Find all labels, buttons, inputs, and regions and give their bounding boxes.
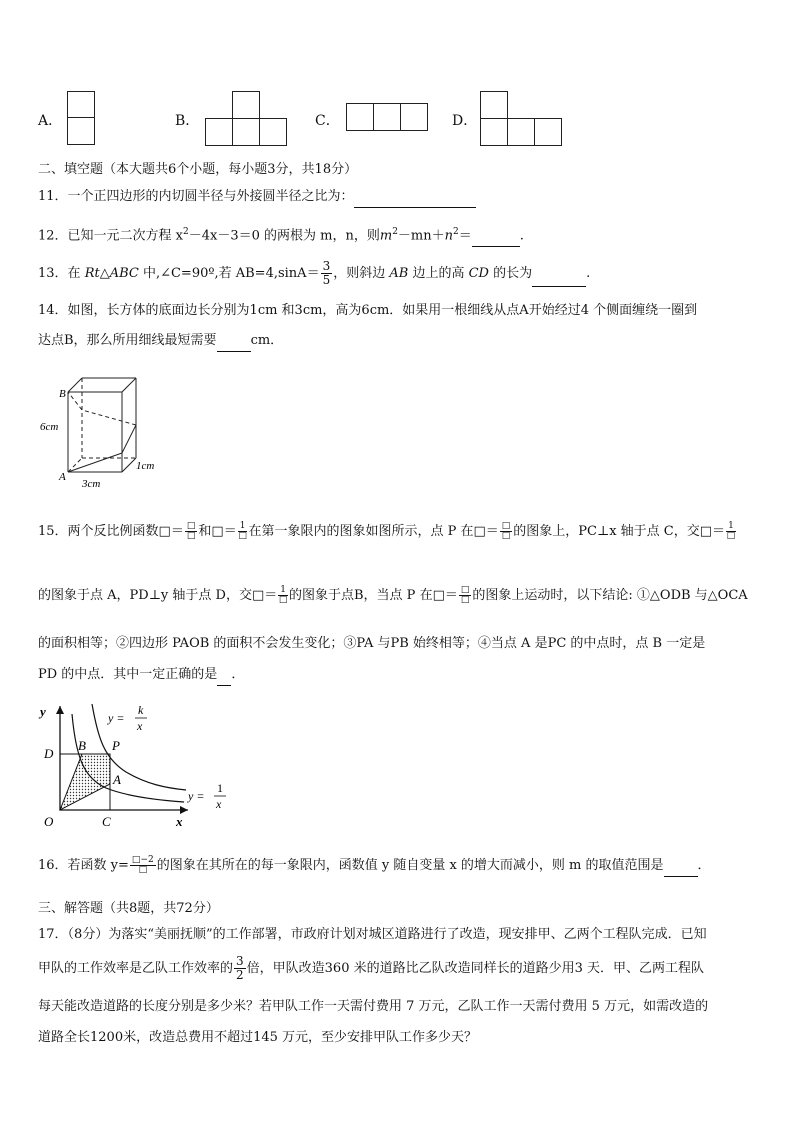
- q15-l1b: ＝: [170, 524, 184, 539]
- q15-one: 1: [239, 521, 246, 531]
- option-c-figure: [346, 103, 428, 131]
- curve-k-label: y =: [108, 711, 125, 725]
- q15-l1h: ＝: [712, 524, 726, 539]
- q15-l4b: ．: [231, 667, 245, 682]
- q17-line3: 每天能改造道路的长度分别是多少米？若甲队工作一天需付费用 7 万元，乙队工作一天需付费用 5 万元，如需改造的: [38, 999, 709, 1014]
- axis-y-label: y: [40, 704, 46, 719]
- q12-mid2: －mn＋: [397, 228, 445, 244]
- answer-blank: [472, 232, 520, 247]
- q15-l1g: 的图象上，PC⊥x 轴于点 C，交: [513, 524, 700, 539]
- q13-frac-num: 3: [322, 259, 331, 273]
- q17-frac-num: 3: [236, 954, 244, 968]
- q13-mid3: 边上的高: [408, 266, 469, 281]
- q16-c: ．: [697, 858, 711, 873]
- q17-l2a: 甲队的工作效率是乙队工作效率的: [38, 961, 234, 976]
- placeholder-glyph: □: [251, 588, 265, 603]
- q15-l1f: ＝: [485, 524, 499, 539]
- answer-blank: [354, 193, 476, 208]
- q11-text: 11．一个正四边形的内切圆半径与外接圆半径之比为：: [38, 189, 354, 204]
- curve-k-num: k: [138, 703, 144, 717]
- option-d-figure: [480, 91, 562, 146]
- placeholder-glyph: □: [211, 524, 224, 539]
- axis-x-label: x: [176, 814, 183, 829]
- q15-l2b: ＝: [264, 588, 278, 603]
- q15-one: 1: [280, 585, 286, 595]
- q14-line2b: cm．: [250, 333, 284, 348]
- placeholder-glyph: □: [238, 531, 247, 541]
- option-b-figure: [205, 91, 287, 146]
- answer-blank: [664, 862, 698, 877]
- curve-1-den: x: [216, 797, 222, 811]
- option-d-label: D．: [452, 113, 478, 129]
- q15-l1a: 15．两个反比例函数: [38, 524, 159, 539]
- q13-ab: AB: [389, 266, 409, 281]
- question-16: [38, 855, 711, 877]
- q16-a: 16．若函数 y=: [38, 858, 129, 873]
- q17-frac-den: 2: [236, 968, 244, 982]
- q12-n: n: [444, 228, 453, 244]
- question-13: [38, 260, 590, 287]
- answer-blank: [217, 337, 251, 352]
- label-o: O: [44, 814, 54, 829]
- placeholder-glyph: □: [473, 524, 486, 539]
- option-c-label: C．: [315, 113, 340, 129]
- q13-mid: 中,∠C=90º,若 AB=4,sinA＝: [138, 266, 320, 281]
- curve-1-num: 1: [217, 781, 223, 795]
- option-a-label: A．: [38, 113, 63, 129]
- q15-l2e: 的图象上运动时，以下结论: ①△ODB 与△OCA: [472, 588, 748, 603]
- question-11: [38, 186, 476, 208]
- q15-line1: [38, 521, 737, 543]
- placeholder-glyph: □: [501, 531, 511, 541]
- q16-b: 的图象在其所在的每一象限内，函数值 y 随自变量 x 的增大而减小，则 m 的取值范围是: [156, 858, 664, 873]
- label-a: A: [113, 772, 121, 787]
- placeholder-glyph: □: [131, 855, 141, 865]
- q17-line4: 道路全长1200米，改造总费用不超过145 万元，至少安排甲队工作多少天？: [38, 1030, 478, 1045]
- curve-k-den: x: [137, 719, 143, 733]
- label-height: 6cm: [40, 421, 59, 433]
- q17-l2b: 倍，甲队改造360 米的道路比乙队改造同样长的道路少用3 天．甲、乙两工程队: [246, 961, 705, 976]
- option-a-figure: [67, 91, 95, 145]
- label-a: A: [59, 471, 66, 483]
- placeholder-glyph: □: [460, 585, 470, 595]
- q13-end2: .: [586, 266, 591, 281]
- q15-l2d: ＝: [444, 588, 458, 603]
- label-d: D: [44, 746, 54, 761]
- q14-line2: [38, 330, 283, 352]
- q15-l4a: PD 的中点．其中一定正确的是: [38, 667, 218, 682]
- placeholder-glyph: □: [158, 524, 171, 539]
- option-b-label: B．: [175, 113, 200, 129]
- label-p: P: [112, 738, 120, 753]
- curve-1-label: y =: [188, 789, 205, 803]
- q16-num-tail: −2: [140, 855, 154, 865]
- placeholder-glyph: □: [726, 531, 736, 541]
- q15-line4: [38, 664, 244, 686]
- label-width: 3cm: [82, 478, 101, 490]
- q15-l2a: 的图象于点 A，PD⊥y 轴于点 D，交: [38, 588, 252, 603]
- answer-blank: [217, 671, 231, 686]
- q17-line2: [38, 955, 704, 982]
- q15-one: 1: [728, 521, 734, 531]
- q12-prefix: 12．已知一元二次方程 x: [38, 228, 184, 244]
- answer-blank: [532, 272, 586, 287]
- placeholder-glyph: □: [278, 595, 288, 605]
- label-depth: 1cm: [136, 460, 155, 472]
- q12-mid: －4x－3＝0 的两根为 m，n，则: [188, 228, 380, 244]
- placeholder-glyph: □: [186, 531, 196, 541]
- q15-l1e: 在第一象限内的图象如图所示，点 P 在: [248, 524, 474, 539]
- q13-end: 的长为: [488, 266, 533, 281]
- placeholder-glyph: □: [432, 588, 445, 603]
- placeholder-glyph: □: [138, 865, 148, 875]
- hyperbola-figure: [36, 698, 236, 832]
- q15-l1c: 和: [198, 524, 212, 539]
- q13-mid2: ，则斜边: [333, 266, 390, 281]
- label-b: B: [59, 388, 66, 400]
- q17-line1: 17．（8分）为落实“美丽抚顺”的工作部署，市政府计划对城区道路进行了改造，现安排甲、乙两个工程队完成．已知: [38, 927, 707, 942]
- q15-line3: 的面积相等；②四边形 PAOB 的面积不会发生变化；③PA 与PB 始终相等；④当点 A 是PC 的中点时，点 B 一定是: [38, 636, 706, 651]
- q13-frac-den: 5: [322, 273, 331, 287]
- placeholder-glyph: □: [699, 524, 713, 539]
- placeholder-glyph: □: [186, 521, 196, 531]
- q13-tri: Rt△ABC: [84, 266, 139, 281]
- q15-line2: [38, 585, 748, 607]
- q15-l2c: 的图象于点B，当点 P 在: [289, 588, 433, 603]
- q14-line1: 14．如图，长方体的底面边长分别为1cm 和3cm，高为6cm．如果用一根细线从点A开始经过4 个侧面缠绕一圈到: [38, 303, 698, 318]
- placeholder-glyph: □: [501, 521, 511, 531]
- q13-cd: CD: [468, 266, 489, 281]
- q12-m: m: [379, 228, 393, 244]
- section2-title: 二、填空题（本大题共6个小题，每小题3分，共18分）: [38, 162, 358, 177]
- section3-title: 三、解答题（共8题，共72分）: [38, 901, 219, 916]
- placeholder-glyph: □: [460, 595, 470, 605]
- question-12: 12．已知一元二次方程 $x^2-4x-3=0$ 的两根为 m，n，则$m^2-mn+n^2=$ .: [38, 221, 524, 247]
- q14-line2a: 达点B，那么所用细线最短需要: [38, 333, 217, 348]
- label-b: B: [78, 738, 86, 753]
- q15-l1d: ＝: [223, 524, 237, 539]
- cuboid-figure: [38, 362, 168, 492]
- label-c: C: [102, 814, 111, 829]
- q12-eq: ＝: [458, 228, 472, 244]
- q13-prefix: 13．在: [38, 266, 85, 281]
- q12-end: .: [519, 228, 524, 244]
